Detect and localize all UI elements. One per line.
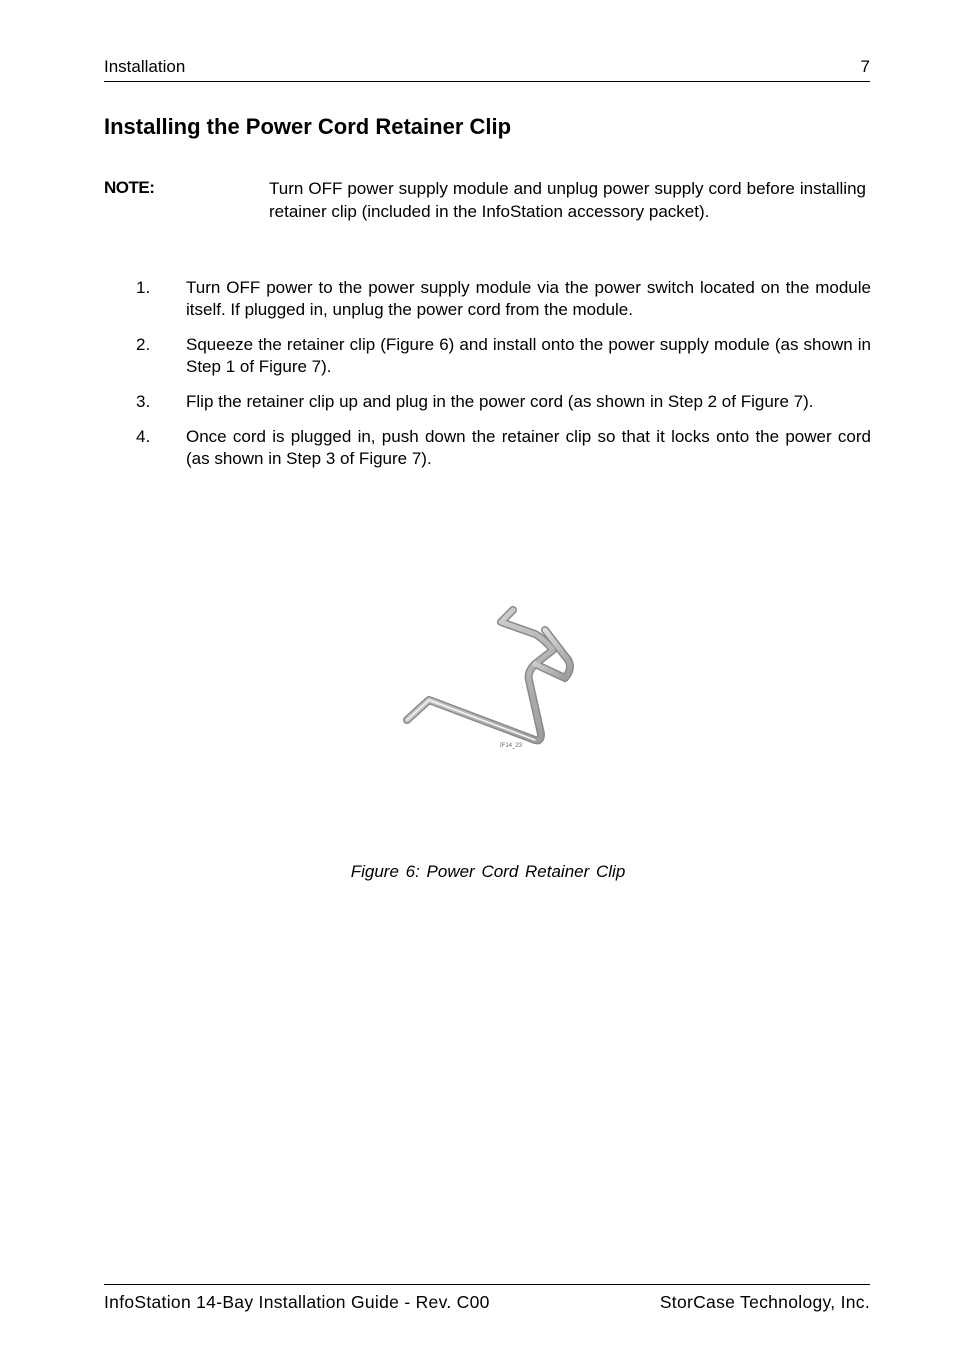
step-text: Flip the retainer clip up and plug in the power cord (as shown in Step 2 of Figure 7). <box>186 392 814 411</box>
header-page-number: 7 <box>860 57 870 76</box>
step-text: Once cord is plugged in, push down the retainer clip so that it locks onto the power cord (as shown in Step 3 of Figure 7). <box>186 427 871 468</box>
footer-company: StorCase Technology, Inc. <box>659 1292 870 1312</box>
page-footer <box>104 1284 870 1312</box>
section-title: Installing the Power Cord Retainer Clip <box>104 114 512 139</box>
step-number: 4. <box>136 427 151 446</box>
step-number: 1. <box>136 278 151 297</box>
step-text: Squeeze the retainer clip (Figure 6) and install onto the power supply module (as shown in Step 1 of Figure 7). <box>186 335 871 376</box>
footer-document-title: InfoStation 14-Bay Installation Guide - Rev. C00 <box>104 1292 490 1312</box>
steps-list <box>136 277 871 483</box>
retainer-clip-illustration <box>395 598 595 758</box>
step-item <box>136 277 871 321</box>
note-label: NOTE: <box>104 178 155 197</box>
page-header <box>104 57 870 82</box>
note-text: Turn OFF power supply module and unplug power supply cord before installing retainer clip (included in the InfoStation accessory packet). <box>269 179 866 221</box>
header-section: Installation <box>104 57 186 76</box>
step-item <box>136 334 871 378</box>
step-number: 2. <box>136 335 151 354</box>
step-number: 3. <box>136 392 151 411</box>
figure-caption: Figure 6: Power Cord Retainer Clip <box>350 862 626 881</box>
step-text: Turn OFF power to the power supply module via the power switch located on the module itself. If plugged in, unplug the power cord from the module. <box>186 278 871 319</box>
step-item <box>136 426 871 470</box>
figure-id-label: IF14_23 <box>500 743 523 749</box>
step-item <box>136 391 871 413</box>
